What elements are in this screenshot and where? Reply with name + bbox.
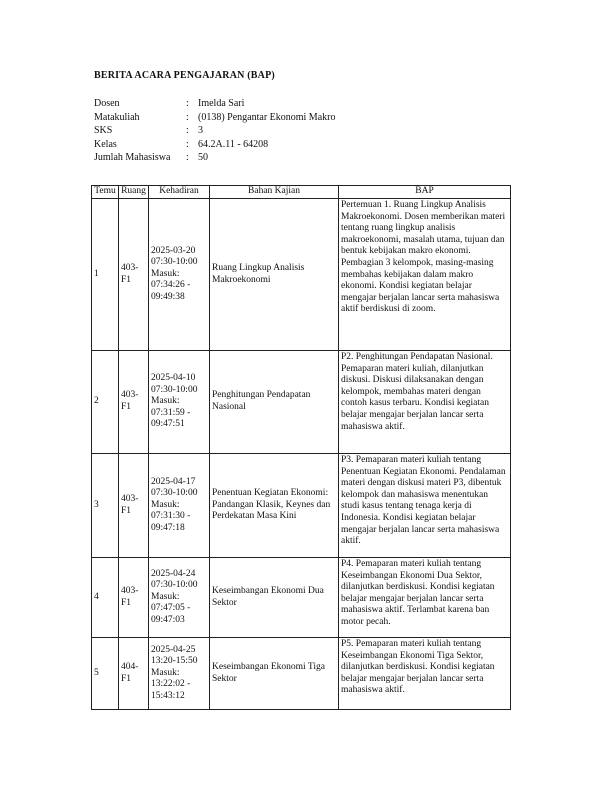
bahan-kajian-cell: Keseimbangan Ekonomi Tiga Sektor [210,638,339,710]
header-kehadiran: Kehadiran [149,186,210,199]
ruang-cell: 403-F1 [119,558,149,638]
table-row [92,351,511,454]
table-row [92,638,511,710]
bap-cell: P3. Pemaparan materi kuliah tentang Penentuan Kegiatan Ekonomi. Pendalaman materi dengan diskusi materi P3, dibentuk kelompok dan mahasiswa menentukan studi kasus tentang tenaga kerja di Indonesia. Kondisi kegiatan belajar mengajar berjalan lancar serta mahasiswa aktif. [339,454,511,558]
separator: : [186,125,189,136]
meta-row-kelas [94,138,335,152]
header-bahan-kajian: Bahan Kajian [210,186,339,199]
kehadiran-cell: 2025-03-20 07:30-10:00 Masuk: 07:34:26 - 09:49:38 [149,199,210,351]
meta-row-matakuliah [94,111,335,125]
temu-cell: 1 [92,199,119,351]
course-info [94,97,335,165]
kehadiran-cell: 2025-04-25 13:20-15:50 Masuk: 13:22:02 - 15:43:12 [149,638,210,710]
temu-cell: 3 [92,454,119,558]
dosen-value: Imelda Sari [198,98,245,109]
separator: : [186,111,189,123]
bap-cell: P4. Pemaparan materi kuliah tentang Keseimbangan Ekonomi Dua Sektor, dilanjutkan berdiskusi. Kondisi kegiatan belajar mengajar berjalan lancar serta mahasiswa aktif. Terlambat karena ban motor pecah. [339,558,511,638]
jumlah-mahasiswa-value: 50 [198,152,208,163]
bap-cell: Pertemuan 1. Ruang Lingkup Analisis Makroekonomi. Dosen memberikan materi tentang ruang lingkup analisis makroekonomi, masalah utama, tujuan dan bentuk kebijakan makro ekonomi. Pembagian 3 kelompok, masing-masing membahas kebijakan dalam makro ekonomi. Kondisi kegiatan belajar mengajar berjalan lancar serta mahasiswa aktif berdiskusi di zoom. [339,199,511,351]
separator: : [186,138,189,150]
temu-cell: 5 [92,638,119,710]
meta-row-jumlah [94,151,335,165]
sks-label: SKS [94,125,113,136]
ruang-cell: 403-F1 [119,454,149,558]
kelas-value: 64.2A.11 - 64208 [198,138,269,150]
temu-cell: 2 [92,351,119,454]
sks-value: 3 [198,125,203,136]
bahan-kajian-cell: Ruang Lingkup Analisis Makroekonomi [210,199,339,351]
kehadiran-cell: 2025-04-24 07:30-10:00 Masuk: 07:47:05 - 09:47:03 [149,558,210,638]
bahan-kajian-cell: Penghitungan Pendapatan Nasional [210,351,339,454]
header-ruang: Ruang [119,186,149,199]
table-row [92,454,511,558]
table-row [92,199,511,351]
kehadiran-cell: 2025-04-10 07:30-10:00 Masuk: 07:31:59 - 09:47:51 [149,351,210,454]
ruang-cell: 403-F1 [119,199,149,351]
temu-cell: 4 [92,558,119,638]
header-bap: BAP [339,186,511,199]
dosen-label: Dosen [94,98,120,109]
kelas-label: Kelas [94,138,117,150]
matakuliah-label: Matakuliah [94,111,140,123]
separator: : [186,152,189,163]
table-row [92,558,511,638]
matakuliah-value: (0138) Pengantar Ekonomi Makro [198,111,336,123]
bap-table [91,185,511,710]
kehadiran-cell: 2025-04-17 07:30-10:00 Masuk: 07:31:30 - 09:47:18 [149,454,210,558]
header-temu: Temu [92,186,119,199]
bahan-kajian-cell: Penentuan Kegiatan Ekonomi: Pandangan Klasik, Keynes dan Perdekatan Masa Kini [210,454,339,558]
separator: : [186,98,189,109]
ruang-cell: 403-F1 [119,351,149,454]
table-header-row [92,186,511,199]
document-title: BERITA ACARA PENGAJARAN (BAP) [94,70,275,81]
jumlah-mahasiswa-label: Jumlah Mahasiswa [94,152,171,163]
bahan-kajian-cell: Keseimbangan Ekonomi Dua Sektor [210,558,339,638]
bap-cell: P2. Penghitungan Pendapatan Nasional. Pemaparan materi kuliah, dilanjutkan diskusi. Diskusi dilaksanakan dengan kelompok, membahas materi dengan contoh kasus terbaru. Kondisi kegiatan belajar mengajar berjalan lancar serta mahasiswa aktif. [339,351,511,454]
meta-row-sks [94,124,335,138]
meta-row-dosen [94,97,335,111]
bap-cell: P5. Pemaparan materi kuliah tentang Keseimbangan Ekonomi Tiga Sektor, dilanjutkan berdiskusi. Kondisi kegiatan belajar mengajar berjalan lancar serta mahasiswa aktif. [339,638,511,710]
ruang-cell: 404-F1 [119,638,149,710]
